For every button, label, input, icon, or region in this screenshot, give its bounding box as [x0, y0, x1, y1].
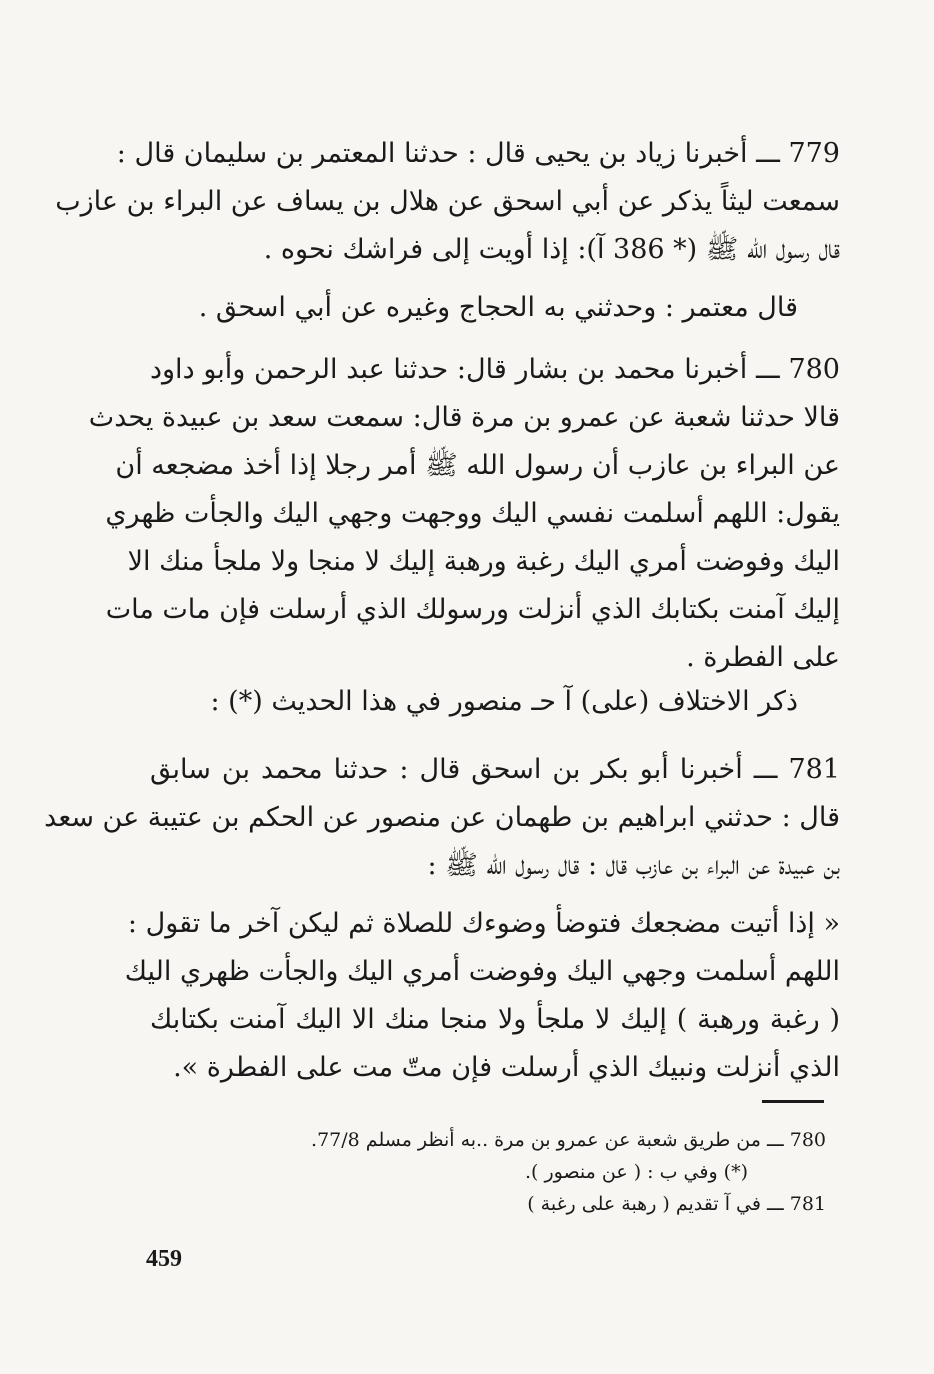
hadith-779-line-1: 779 ـــ أخبرنا زياد بن يحيى قال : حدثنا المعتمر بن سليمان قال : [116, 138, 840, 169]
hadith-780-line-2: قالا حدثنا شعبة عن عمرو بن مرة قال: سمعت سعد بن عبيدة يحدث [88, 402, 840, 433]
page-number: 459 [146, 1246, 182, 1272]
footnote-variant: (*) وفي ب : ( عن منصور ). [524, 1161, 748, 1183]
footnote-780: 780 ـــ من طريق شعبة عن عمرو بن مرة ..به أنظر مسلم 77/8. [311, 1129, 826, 1151]
hadith-781 [44, 746, 840, 890]
hadith-779 [55, 130, 840, 274]
hadith-780-line-5: اليك وفوضت أمري اليك رغبة ورهبة إليك لا منجا ولا ملجأ منك الا [127, 546, 840, 577]
hadith-780-line-1: 780 ـــ أخبرنا محمد بن بشار قال: حدثنا عبد الرحمن وأبو داود [150, 354, 840, 385]
hadith-779-line-3: قال رسول الله ﷺ (* 386 آ): إذا أويت إلى فراشك نحوه . [263, 234, 840, 265]
hadith-781-line-1: 781 ـــ أخبرنا أبو بكر بن اسحق قال : حدثنا محمد بن سابق [150, 754, 840, 785]
hadith-780-line-3: عن البراء بن عازب أن رسول الله ﷺ أمر رجلا إذا أخذ مضجعه أن [115, 450, 840, 481]
footnote-781: 781 ـــ في آ تقديم ( رهبة على رغبة ) [527, 1193, 826, 1215]
hadith-781-line-3: بن عبيدة عن البراء بن عازب قال : قال رسول الله ﷺ : [427, 850, 840, 881]
hadith-781-text-line-4: الذي أنزلت ونبيك الذي أرسلت فإن متّ مت على الفطرة ». [173, 1052, 840, 1083]
hadith-781-text-line-1: « إذا أتيت مضجعك فتوضأ وضوءك للصلاة ثم ليكن آخر ما تقول : [127, 908, 840, 939]
hadith-780-line-7: على الفطرة . [686, 642, 840, 673]
hadith-780-line-4: يقول: اللهم أسلمت نفسي اليك ووجهت وجهي اليك والجأت ظهري [105, 498, 840, 529]
hadith-781-text [124, 900, 840, 1092]
note-mutamir: قال معتمر : وحدثني به الحجاج وغيره عن أبي اسحق . [198, 292, 798, 323]
footnotes [311, 1124, 826, 1220]
hadith-781-text-line-3: ( رغبة ورهبة ) إليك لا ملجأ ولا منجا منك الا اليك آمنت بكتابك [150, 1004, 840, 1035]
hadith-779-line-2: سمعت ليثاً يذكر عن أبي اسحق عن هلال بن يساف عن البراء بن عازب [55, 186, 840, 217]
hadith-780 [88, 346, 840, 682]
hadith-781-line-2: قال : حدثني ابراهيم بن طهمان عن منصور عن الحكم بن عتيبة عن سعد [44, 802, 840, 833]
hadith-781-text-line-2: اللهم أسلمت وجهي اليك وفوضت أمري اليك والجأت ظهري اليك [124, 956, 840, 987]
hadith-780-line-6: إليك آمنت بكتابك الذي أنزلت ورسولك الذي أرسلت فإن مات مات [105, 594, 840, 625]
ikhtilaf-heading: ذكر الاختلاف (على) آ حـ منصور في هذا الحديث (*) : [210, 686, 798, 717]
footnote-rule [762, 1100, 824, 1103]
